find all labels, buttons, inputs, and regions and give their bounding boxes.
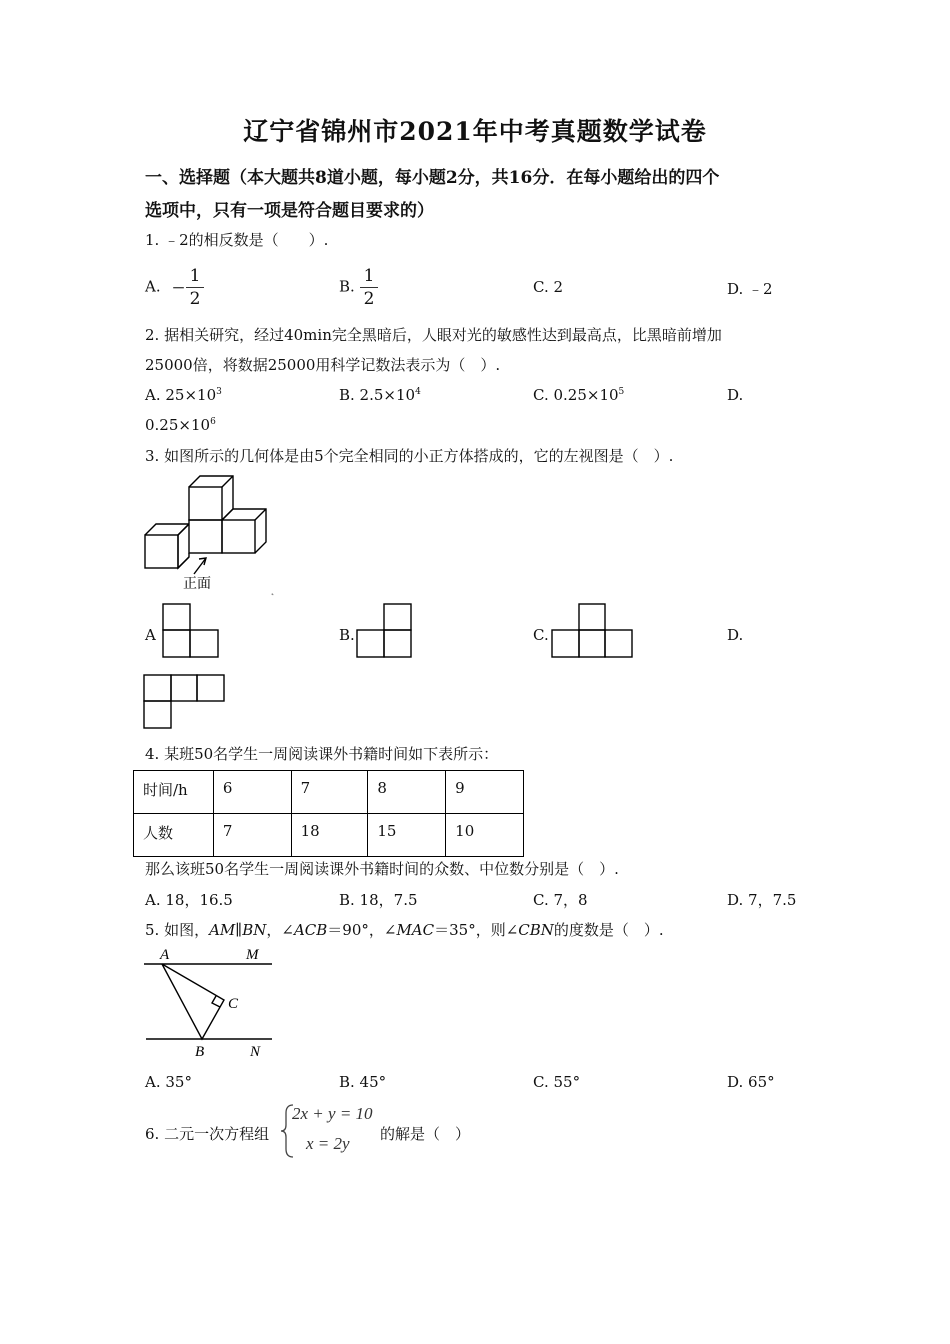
table-cell: 7 bbox=[213, 814, 291, 857]
q2-d-base: 0.25×10 bbox=[145, 416, 211, 434]
q5-text: 的度数是（ ）. bbox=[553, 921, 664, 939]
q5-text: ＝35°，则∠ bbox=[434, 921, 519, 939]
q1-b-num: 1 bbox=[363, 266, 375, 286]
q1-b-label: B. bbox=[339, 277, 355, 296]
q3-stem: 3. 如图所示的几何体是由5个完全相同的小正方体搭成的，它的左视图是（ ）. bbox=[145, 447, 674, 465]
q5-parallel: AM∥BN bbox=[209, 921, 267, 939]
q6-equation-2: x = 2y bbox=[306, 1134, 350, 1153]
q4-option-d[interactable]: D. 7，7.5 bbox=[727, 891, 797, 909]
q2-stem-line2: 25000倍，将数据25000用科学记数法表示为（ ）. bbox=[145, 356, 501, 374]
q5-option-d[interactable]: D. 65° bbox=[727, 1073, 775, 1091]
q2-b-base: B. 2.5×10 bbox=[339, 386, 416, 404]
q2-a-base: A. 25×10 bbox=[145, 386, 217, 404]
q2-b-exp: 4 bbox=[415, 387, 421, 397]
q2-option-d[interactable] bbox=[145, 416, 216, 434]
q2-option-d-label[interactable]: D. bbox=[727, 386, 744, 404]
cube-front-middle bbox=[189, 520, 222, 553]
q3-option-d-figure[interactable] bbox=[143, 674, 227, 730]
table-cell: 9 bbox=[446, 771, 524, 814]
table-cell: 人数 bbox=[134, 814, 214, 857]
q3-option-b-figure[interactable] bbox=[356, 603, 414, 659]
q1-option-a[interactable] bbox=[145, 265, 204, 310]
paragraph-mark: ˛ bbox=[270, 585, 275, 596]
q6-prefix: 6. 二元一次方程组 bbox=[145, 1125, 270, 1143]
front-label: 正面 bbox=[183, 576, 211, 592]
q1-b-fraction bbox=[360, 265, 379, 310]
table-cell: 6 bbox=[213, 771, 291, 814]
label-n: N bbox=[250, 1044, 261, 1060]
triangle-abc bbox=[162, 964, 224, 1039]
label-m: M bbox=[246, 947, 259, 963]
label-c: C bbox=[228, 996, 239, 1012]
table-cell: 10 bbox=[446, 814, 524, 857]
q5-geometry-figure bbox=[140, 944, 280, 1062]
q3-option-c-figure[interactable] bbox=[551, 603, 635, 659]
q1-a-den: 2 bbox=[186, 287, 205, 310]
q1-option-b[interactable] bbox=[339, 265, 378, 310]
q2-c-base: C. 0.25×10 bbox=[533, 386, 619, 404]
q1-stem: 1. ﹣2的相反数是（ ）. bbox=[145, 231, 329, 249]
q3-option-d-label[interactable]: D. bbox=[727, 626, 744, 644]
q1-a-sign: − bbox=[171, 277, 186, 298]
page-title: 辽宁省锦州市2021年中考真题数学试卷 bbox=[243, 117, 707, 146]
q6-equation-1: 2x + y = 10 bbox=[292, 1104, 373, 1123]
q2-a-exp: 3 bbox=[216, 387, 222, 397]
table-cell: 时间/h bbox=[134, 771, 214, 814]
q4-option-c[interactable]: C. 7，8 bbox=[533, 891, 588, 909]
q5-text: ＝90°，∠ bbox=[327, 921, 397, 939]
section-heading-line1: 一、选择题（本大题共8道小题，每小题2分，共16分．在每小题给出的四个 bbox=[145, 168, 720, 188]
q2-option-b[interactable] bbox=[339, 386, 421, 404]
label-a: A bbox=[160, 947, 170, 963]
cube-back-left bbox=[145, 524, 189, 535]
q1-b-den: 2 bbox=[360, 287, 379, 310]
q1-a-fraction bbox=[186, 265, 205, 310]
table-cell: 15 bbox=[368, 814, 446, 857]
q3-option-a-label[interactable]: A bbox=[145, 626, 156, 644]
section-heading-line2: 选项中，只有一项是符合题目要求的） bbox=[145, 201, 434, 221]
q2-option-a[interactable] bbox=[145, 386, 222, 404]
table-row bbox=[134, 814, 524, 857]
q1-a-label: A. bbox=[145, 277, 161, 296]
cube-front-left bbox=[145, 535, 178, 568]
q4-option-a[interactable]: A. 18，16.5 bbox=[145, 891, 233, 909]
table-cell: 18 bbox=[291, 814, 368, 857]
q5-angle-mac: MAC bbox=[396, 921, 435, 939]
q5-angle-cbn: CBN bbox=[518, 921, 554, 939]
q3-option-a-figure[interactable] bbox=[162, 603, 220, 659]
q1-option-d[interactable]: D. ﹣2 bbox=[727, 280, 773, 298]
q3-option-c-label[interactable]: C. bbox=[533, 626, 549, 644]
q4-table bbox=[133, 770, 524, 857]
q4-option-b[interactable]: B. 18，7.5 bbox=[339, 891, 418, 909]
q2-d-exp: 6 bbox=[210, 417, 216, 427]
q5-option-a[interactable]: A. 35° bbox=[145, 1073, 192, 1091]
q5-option-c[interactable]: C. 55° bbox=[533, 1073, 581, 1091]
q3-option-b-label[interactable]: B. bbox=[339, 626, 355, 644]
q5-text: ，∠ bbox=[266, 921, 294, 939]
cube-front-right bbox=[222, 520, 255, 553]
q5-num: 5. 如图， bbox=[145, 921, 210, 939]
q1-option-c[interactable]: C. 2 bbox=[533, 278, 564, 296]
q2-option-c[interactable] bbox=[533, 386, 624, 404]
q4-question: 那么该班50名学生一周阅读课外书籍时间的众数、中位数分别是（ ）. bbox=[145, 860, 619, 878]
table-cell: 8 bbox=[368, 771, 446, 814]
label-b: B bbox=[195, 1044, 205, 1060]
q2-stem-line1: 2. 据相关研究，经过40min完全黑暗后，人眼对光的敏感性达到最高点，比黑暗前增加 bbox=[145, 326, 722, 344]
front-arrow bbox=[194, 558, 206, 574]
q3-cube-figure bbox=[140, 470, 280, 600]
q4-stem: 4. 某班50名学生一周阅读课外书籍时间如下表所示： bbox=[145, 745, 499, 763]
table-cell: 7 bbox=[291, 771, 368, 814]
cube-top-front bbox=[189, 487, 222, 520]
q5-stem bbox=[145, 920, 664, 940]
q2-c-exp: 5 bbox=[618, 387, 625, 397]
q5-option-b[interactable]: B. 45° bbox=[339, 1073, 387, 1091]
q5-angle-acb: ACB bbox=[293, 921, 328, 939]
table-row bbox=[134, 771, 524, 814]
q6-suffix: 的解是（ ） bbox=[380, 1125, 471, 1143]
q1-a-num: 1 bbox=[189, 266, 201, 286]
